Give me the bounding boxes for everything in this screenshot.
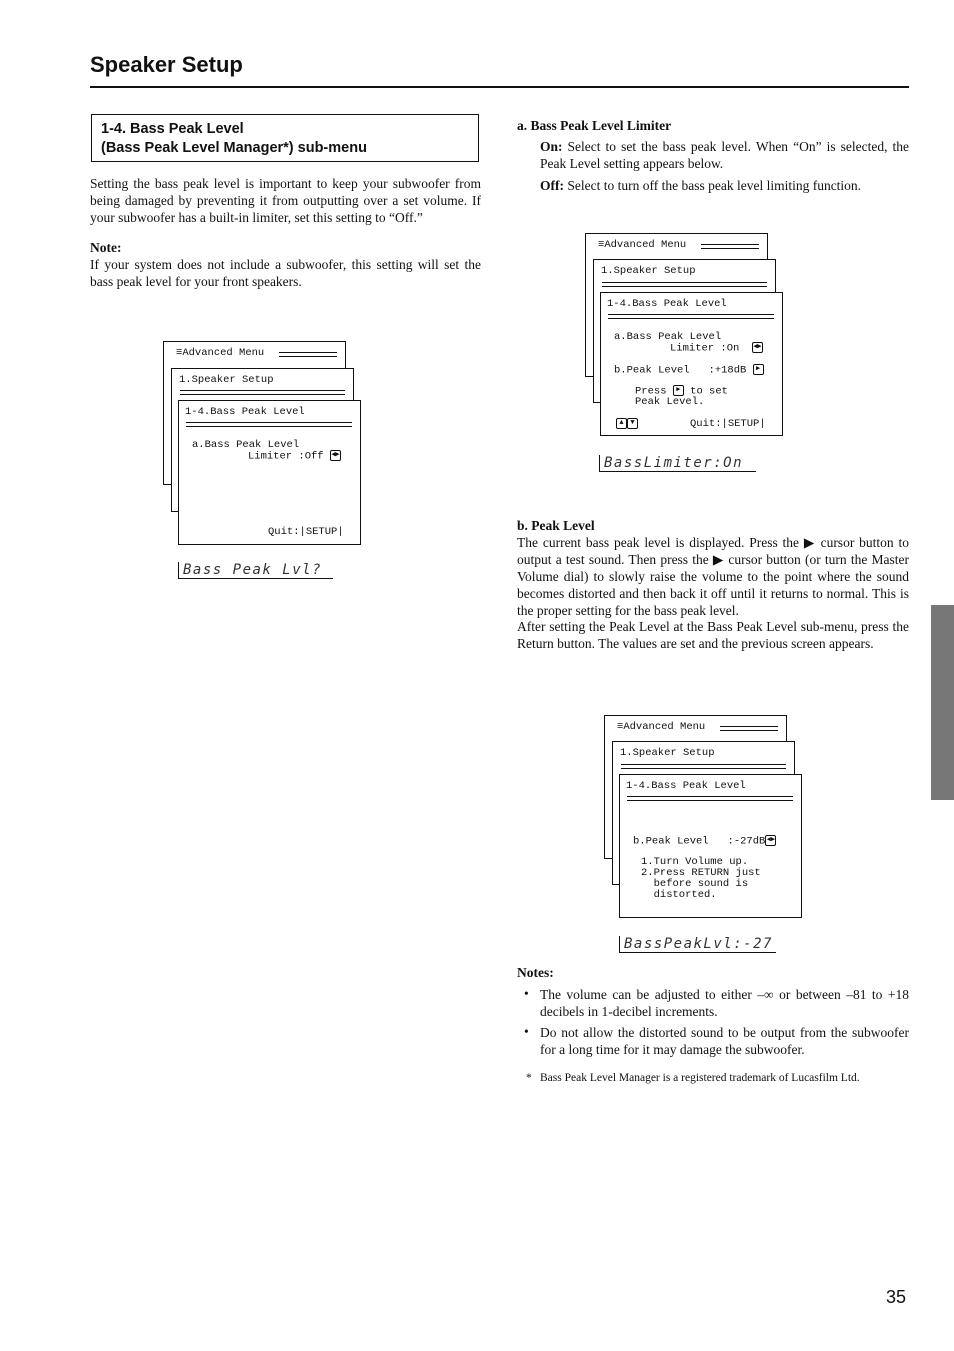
section-title-box [91, 114, 479, 162]
screen3-line-b: b.Peak Level :-27dB◀▶ [633, 835, 776, 848]
screen2-line-a2: Limiter :On ◀▶ [670, 342, 762, 355]
screen2-quit: Quit:|SETUP| [690, 418, 766, 430]
screen1-lcd: Bass Peak Lvl? [178, 562, 333, 579]
cursor-up-icon: ▲ [616, 418, 627, 429]
screen1-line-a2: Limiter :Off ◀▶ [248, 450, 340, 463]
screen3-lcd: BassPeakLvl:-27 [619, 936, 776, 953]
screen2-rule3 [608, 314, 774, 319]
cursor-left-right-icon: ◀▶ [753, 343, 762, 351]
screen1-line-a1: a.Bass Peak Level [192, 439, 300, 451]
screen2-nav-icons [616, 418, 638, 430]
screen1-rule1 [279, 352, 337, 357]
screen2-lcd: BassLimiter:On [599, 455, 756, 472]
screen3-menu2: 1.Speaker Setup [620, 747, 715, 759]
cursor-left-right-icon: ◀▶ [331, 451, 340, 459]
footnote-mark: * [526, 1072, 532, 1084]
screen3-rule1 [720, 726, 778, 731]
limiter-off: Off: Select to turn off the bass peak level limiting function. [540, 178, 862, 193]
peak-heading: b. Peak Level [517, 518, 595, 533]
screen1-rule3 [186, 422, 352, 427]
note-text: If your system does not include a subwoofer, this setting will set the bass peak level for your front speakers. [90, 257, 481, 289]
section-title-line1: 1-4. Bass Peak Level [101, 121, 244, 137]
note-heading: Note: [90, 240, 122, 255]
header-rule [90, 86, 909, 88]
notes-item-2: Do not allow the distorted sound to be output from the subwoofer for a long time for it may damage the subwoofer. [540, 1025, 909, 1057]
screen3-step2: 2.Press RETURN just [641, 867, 761, 879]
peak-text1: The current bass peak level is displayed. Press the ▶ cursor button to output a test sound. Then press the ▶ cursor button (or turn the Master Volume dial) to slowly raise the volume to the point where the sound becomes distorted and then back it off until it returns to normal. This is the proper setting for the bass peak level. [517, 535, 909, 618]
page-number: 35 [886, 1287, 907, 1307]
screen2-menu1: ≡Advanced Menu [598, 239, 687, 251]
notes-item-1: The volume can be adjusted to either –∞ or between –81 to +18 decibels in 1-decibel increments. [540, 987, 909, 1019]
screen1-menu3: 1-4.Bass Peak Level [185, 406, 305, 418]
notes-bullet-1: • [524, 986, 529, 1001]
peak-text2: After setting the Peak Level at the Bass Peak Level sub-menu, press the Return button. The values are set and the previous screen appears. [517, 619, 909, 651]
screen1-menu2: 1.Speaker Setup [179, 374, 274, 386]
cursor-down-icon: ▼ [627, 418, 638, 429]
screen3-menu3: 1-4.Bass Peak Level [626, 780, 746, 792]
screen1-menu1: ≡Advanced Menu [176, 347, 265, 359]
page-title: Speaker Setup [90, 52, 243, 77]
cursor-right-icon: ▶ [753, 364, 764, 375]
screen2-rule2 [602, 282, 767, 287]
screen2-press: Press ▶ to set [635, 385, 728, 398]
screen3-step1: 1.Turn Volume up. [641, 856, 749, 868]
section-title-line2: (Bass Peak Level Manager*) sub-menu [101, 140, 367, 156]
notes-heading: Notes: [517, 965, 554, 980]
limiter-on: On: Select to set the bass peak level. When “On” is selected, the Peak Level setting appears below. [540, 139, 909, 171]
cursor-left-right-icon: ◀▶ [766, 836, 776, 844]
screen2-menu3: 1-4.Bass Peak Level [607, 298, 727, 310]
screen3-rule3 [627, 796, 793, 801]
cursor-right-icon: ▶ [673, 385, 684, 396]
screen2-menu2: 1.Speaker Setup [601, 265, 696, 277]
screen2-press3: Peak Level. [635, 396, 705, 408]
screen3-rule2 [621, 764, 786, 769]
screen2-line-b: b.Peak Level :+18dB ▶ [614, 364, 764, 376]
intro-paragraph: Setting the bass peak level is important to keep your subwoofer from being damaged by preventing it from outputting over a set volume. If your subwoofer has a built-in limiter, set this setting to “Off.” [90, 176, 481, 225]
screen3-step3: before sound is [641, 878, 749, 890]
section-side-tab [931, 605, 954, 800]
notes-bullet-2: • [524, 1024, 529, 1039]
screen3-step4: distorted. [641, 889, 717, 901]
limiter-heading: a. Bass Peak Level Limiter [517, 118, 672, 133]
screen2-rule1 [701, 244, 759, 249]
screen2-line-a1: a.Bass Peak Level [614, 331, 722, 343]
screen1-quit: Quit:|SETUP| [268, 526, 344, 538]
screen1-rule2 [180, 390, 345, 395]
footnote-text: Bass Peak Level Manager is a registered trademark of Lucasfilm Ltd. [540, 1072, 860, 1084]
screen3-menu1: ≡Advanced Menu [617, 721, 706, 733]
